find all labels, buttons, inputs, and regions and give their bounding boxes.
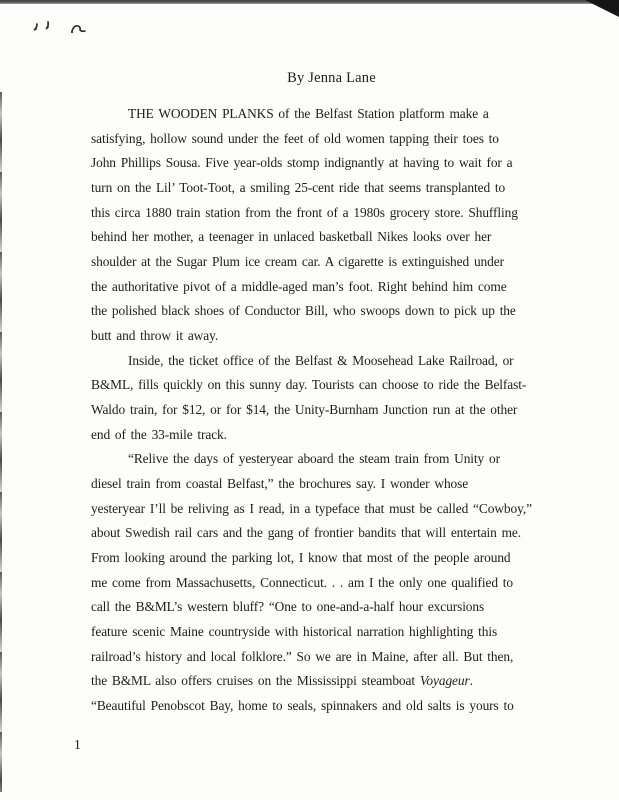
text-segment: the B&ML also offers cruises on the Mississippi steamboat: [91, 673, 420, 689]
handwritten-pencil-marks-icon: [28, 15, 112, 41]
text-line: shoulder at the Sugar Plum ice cream car. A cigarette is extinguished under: [91, 254, 504, 270]
text-line: yesteryear I’ll be reliving as I read, in a typeface that must be called “Cowboy,”: [91, 500, 532, 516]
steamboat-name: Voyageur: [419, 673, 470, 689]
text-line: Waldo train, for $12, or for $14, the Unity-Burnham Junction run at the other: [91, 402, 518, 418]
scan-edge-top: [0, 0, 619, 4]
byline: By Jenna Lane: [287, 70, 376, 86]
text-line: call the B&ML’s western bluff? “One to one-and-a-half hour excursions: [91, 599, 485, 615]
text-line: butt and throw it away.: [91, 328, 219, 344]
text-line: end of the 33-mile track.: [91, 426, 227, 442]
text-line: [91, 669, 543, 694]
text-line: railroad’s history and local folklore.” So we are in Maine, after all. But then,: [91, 648, 514, 664]
text-line: diesel train from coastal Belfast,” the brochures say. I wonder whose: [91, 476, 469, 492]
text-line: turn on the Lil’ Toot-Toot, a smiling 25-cent ride that seems transplanted to: [91, 180, 506, 196]
text-line: about Swedish rail cars and the gang of frontier bandits that will entertain me.: [91, 525, 522, 541]
article-body: [91, 102, 543, 719]
text-line: Inside, the ticket office of the Belfast & Moosehead Lake Railroad, or: [128, 352, 514, 368]
page-number: 1: [74, 737, 81, 752]
scan-corner-fold: [585, 0, 619, 17]
text-line: “Beautiful Penobscot Bay, home to seals, spinnakers and old salts is yours to: [91, 698, 514, 714]
text-line: THE WOODEN PLANKS of the Belfast Station platform make a: [128, 106, 489, 121]
scan-edge-left: [0, 92, 2, 792]
text-line: this circa 1880 train station from the front of a 1980s grocery store. Shuffling: [91, 204, 518, 220]
text-line: the polished black shoes of Conductor Bill, who swoops down to pick up the: [91, 303, 516, 319]
text-line: satisfying, hollow sound under the feet of old women tapping their toes to: [91, 130, 499, 146]
text-line: “Relive the days of yesteryear aboard the steam train from Unity or: [128, 451, 500, 467]
text-line: behind her mother, a teenager in unlaced basketball Nikes looks over her: [91, 229, 492, 245]
text-line: John Phillips Sousa. Five year-olds stomp indignantly at having to wait for a: [91, 155, 513, 171]
text-line: B&ML, fills quickly on this sunny day. Tourists can choose to ride the Belfast-: [91, 377, 527, 393]
text-line: me come from Massachusetts, Connecticut. . . am I the only one qualified to: [91, 574, 513, 590]
text-segment: .: [469, 673, 473, 689]
text-line: feature scenic Maine countryside with historical narration highlighting this: [91, 624, 498, 640]
text-line: From looking around the parking lot, I know that most of the people around: [91, 550, 511, 566]
text-line: the authoritative pivot of a middle-aged man’s foot. Right behind him come: [91, 278, 507, 294]
